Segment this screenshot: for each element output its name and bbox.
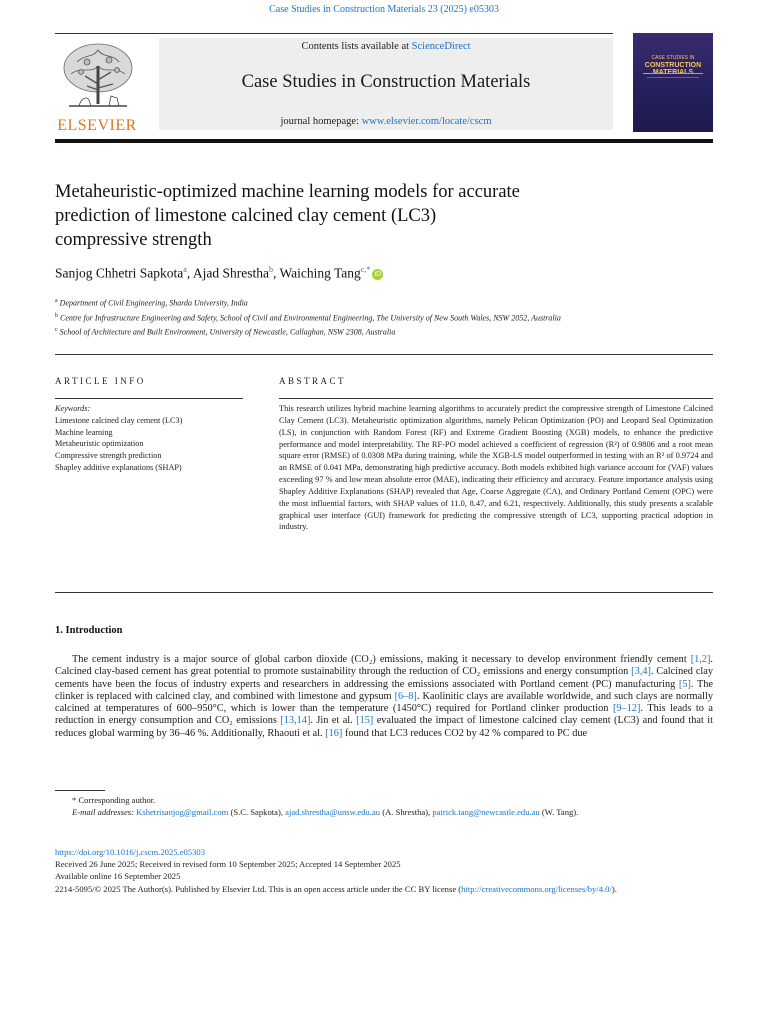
article-info-rule: [55, 398, 243, 399]
author-affiliation-ref[interactable]: b: [268, 265, 273, 274]
email-link[interactable]: patrick.tang@newcastle.edu.au: [432, 807, 540, 817]
keyword-item: Metaheuristic optimization: [55, 439, 144, 449]
citation-link[interactable]: [9–12]: [612, 703, 641, 715]
email-link[interactable]: ajad.shrestha@unsw.edu.au: [285, 807, 381, 817]
journal-cover-image[interactable]: [633, 33, 713, 132]
received-dates: Received 26 June 2025; Received in revised form 10 September 2025; Accepted 14 September 2025: [55, 859, 401, 870]
journal-homepage-link[interactable]: www.elsevier.com/locate/cscm: [361, 116, 492, 127]
cover-rule: [643, 73, 703, 74]
keyword-item: Limestone calcined clay cement (LC3): [55, 415, 183, 425]
article-info-heading: ARTICLE INFO: [55, 376, 146, 386]
citation-link[interactable]: [1,2]: [690, 654, 711, 665]
email-label: E-mail addresses:: [72, 807, 134, 817]
contents-prefix: Contents lists available at: [301, 41, 412, 52]
abstract-heading: ABSTRACT: [279, 376, 347, 386]
intro-text: . The clinker is replaced with calcined clay, and combined with limestone and gypsum: [55, 678, 713, 702]
sciencedirect-link[interactable]: ScienceDirect: [411, 41, 471, 52]
article-title: [55, 180, 675, 252]
author-name[interactable]: Sanjog Chhetri Sapkota: [55, 265, 184, 281]
author-name[interactable]: Ajad Shrestha: [192, 265, 269, 281]
journal-title[interactable]: Case Studies in Construction Materials: [241, 72, 531, 92]
keywords-label: Keywords:: [55, 404, 91, 413]
license-prefix: 2214-5095/© 2025 The Author(s). Published by Elsevier Ltd. This is an open access article under the CC BY license (: [55, 883, 462, 894]
affiliation-text: Department of Civil Engineering, Sharda University, India: [59, 298, 248, 308]
masthead-bottom-rule: [55, 139, 713, 143]
citation-link[interactable]: [13,14]: [280, 715, 311, 727]
email-link[interactable]: Kshetrisanjog@gmail.com: [136, 807, 229, 817]
journal-banner: [159, 38, 613, 130]
doi-link[interactable]: https://doi.org/10.1016/j.cscm.2025.e05303: [55, 847, 205, 857]
license-suffix: ).: [611, 883, 617, 894]
intro-text: The cement industry is a major source of global carbon dioxide (CO₂) emissions, making it necessary to develop environment friendly cement: [72, 654, 691, 665]
homepage-line: [159, 116, 613, 127]
intro-text: . Calcined clay-based cement has great potential to promote sustainability through the reduction of CO₂ emissions and energy consumption: [55, 654, 713, 678]
keywords-block: [55, 403, 255, 474]
affiliations: [55, 295, 635, 339]
email-owner: (W. Tang).: [539, 807, 579, 817]
author-list: Sanjog Chhetri Sapkota$^a$, Ajad Shrestha$^b$, Waiching Tang$^{c,*}$iD: [55, 265, 695, 282]
keyword-item: Machine learning: [55, 427, 113, 437]
affiliation-marker: b: [55, 312, 58, 319]
affiliation-item: [55, 324, 635, 339]
orcid-icon[interactable]: iD: [372, 269, 383, 280]
introduction-heading: 1. Introduction: [55, 625, 123, 636]
intro-text: . This leads to a reduction in energy consumption and CO₂ emissions: [55, 703, 713, 727]
affiliation-item: [55, 295, 635, 310]
homepage-prefix: journal homepage:: [280, 116, 362, 127]
affiliation-marker: a: [55, 298, 58, 304]
publisher-wordmark: ELSEVIER: [57, 117, 137, 134]
citation-link[interactable]: [3,4]: [631, 666, 651, 678]
intro-text: . Kaolinitic clays are available worldwide, and such clays are normally calcined at temperatures of 600–950°C, which is lower than the temperature (1450°C) required for Portland clinker production: [55, 690, 713, 715]
masthead-top-rule: [55, 33, 613, 34]
keyword-item: Compressive strength prediction: [55, 451, 162, 461]
intro-text: . Calcined clay cements have been the focus of industry experts and researchers in addressing the emissions associated with Portland cement (PC) manufacturing: [55, 666, 713, 690]
corresponding-author-note: * Corresponding author.: [72, 795, 156, 805]
cover-title-line2: CONSTRUCTION: [644, 62, 702, 69]
intro-text: evaluated the impact of limestone calcined clay cement (LC3) and found that it reduces global warming by 36–46 %. Additionally, Rhaouti et al.: [55, 715, 713, 739]
affiliation-marker: c: [55, 327, 58, 334]
affiliation-text: School of Architecture and Built Environment, University of Newcastle, Callaghan, NSW 2308, Australia: [59, 327, 396, 337]
license-link[interactable]: http://creativecommons.org/licenses/by/4.0/: [461, 883, 612, 894]
affiliation-text: Centre for Infrastructure Engineering and Safety, School of Civil and Environmental Engineering, The University of New South Wales, NSW 2052, Australia: [60, 313, 561, 323]
citation-link[interactable]: [6–8]: [394, 690, 417, 702]
footnote-rule: [55, 790, 105, 791]
cover-rule-2: [647, 77, 699, 78]
citation-link[interactable]: [5]: [678, 678, 691, 690]
abstract-bottom-rule: [55, 592, 713, 593]
title-line: prediction of limestone calcined clay cement (LC3): [55, 206, 437, 226]
license-statement: [55, 883, 713, 895]
running-head[interactable]: Case Studies in Construction Materials 23 (2025) e05303: [269, 4, 499, 15]
author-name[interactable]: Waiching Tang: [279, 265, 361, 281]
title-line: compressive strength: [55, 230, 212, 250]
available-online: Available online 16 September 2025: [55, 871, 181, 882]
email-owner: (S.C. Sapkota),: [228, 807, 286, 817]
introduction-paragraph: [55, 654, 713, 740]
email-owner: (A. Shrestha),: [380, 807, 433, 817]
intro-text: . Jin et al.: [310, 715, 357, 727]
section-divider: [55, 354, 713, 355]
email-addresses: [55, 806, 713, 818]
elsevier-tree-icon: [57, 40, 139, 116]
intro-text: found that LC3 reduces CO2 by 42 % compared to PC due: [342, 727, 588, 739]
citation-link[interactable]: [15]: [356, 715, 374, 727]
cover-title-line1: CASE STUDIES IN: [651, 55, 695, 61]
contents-line: [159, 41, 613, 52]
author-affiliation-ref[interactable]: a: [183, 265, 187, 274]
abstract-rule: [279, 398, 713, 399]
footnotes: [55, 794, 713, 818]
title-line: Metaheuristic-optimized machine learning models for accurate: [55, 182, 520, 202]
publisher-logo[interactable]: [55, 40, 139, 132]
author-affiliation-ref[interactable]: c,*: [360, 265, 371, 274]
article-meta: [55, 846, 713, 895]
abstract-text: This research utilizes hybrid machine learning algorithms to accurately predict the compressive strength of Limestone Calcined Clay Cement (LC3). Metaheuristic optimization algorithms, namely Pelican Optimization (PO) and Leopard Seal Optimization (LS), in conjunction with Random Forest (RF) and Extreme Gradient Boosting (XGB) models, to enhance the predictive performance and model interpretability. The RF-PO model achieved a coefficient of regression (R²) of 0.9806 and a root mean square error (RMSE) of 0.0308 MPa during training, while the XGB-LS model outperformed in testing with an R² of 0.9724 and an RMSE of 0.041 MPa, demonstrating high predictive accuracy. Both models exhibited high variance account for (VAF) values exceeding 97 % and low mean absolute error (MAE), indicating their efficiency and accuracy. Feature importance analysis using Shapley Additive Explanations (SHAP) revealed that Age, Coarse Aggregate (CA), and Ordinary Portland Cement (OPC) were the most influential factors, with SHAP values of 11.0, 8.47, and 6.21, respectively. Additionally, this study presents a scalable graphical user interface (GUI) framework for predicting the compressive strength of LC3, supporting practical adoption in industry.: [279, 404, 713, 532]
affiliation-item: [55, 310, 635, 325]
citation-link[interactable]: [16]: [325, 727, 343, 739]
keyword-item: Shapley additive explanations (SHAP): [55, 462, 182, 472]
